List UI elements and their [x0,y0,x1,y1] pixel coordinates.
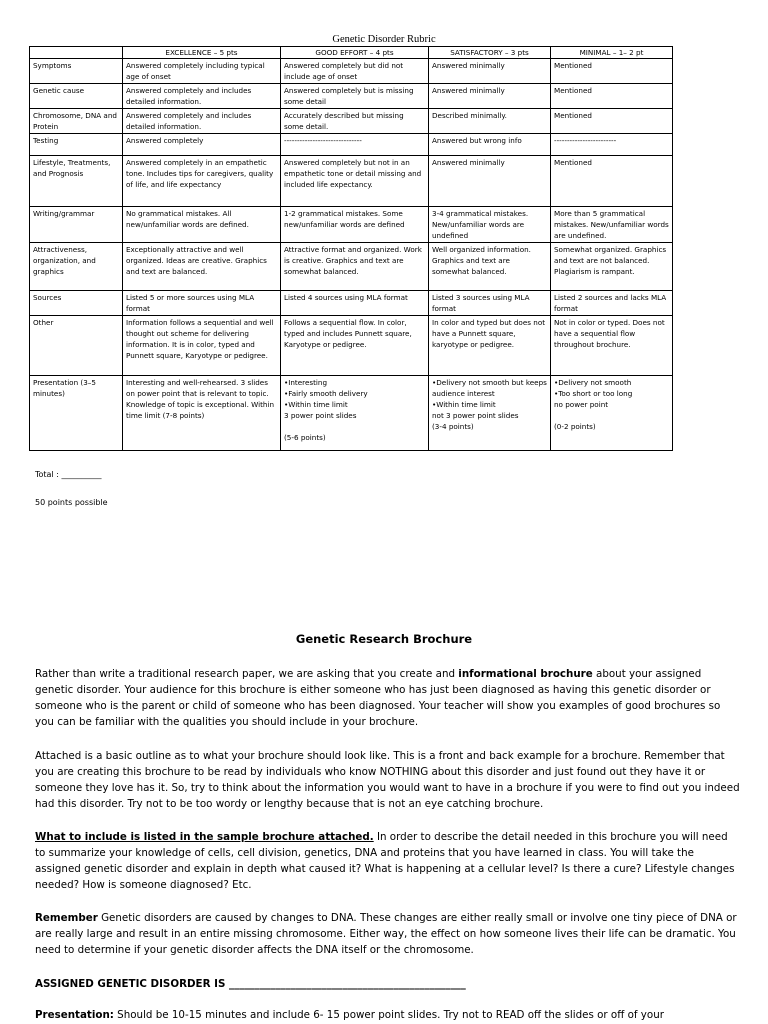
assigned-disorder-line: ASSIGNED GENETIC DISORDER IS ______________________________________________ [35,978,466,990]
rubric-cell: Described minimally. [429,109,551,134]
remember-text: Genetic disorders are caused by changes to DNA. These changes are either really small or involve one tiny piece of DNA or are really large and result in an entire missing chromosome. Either way, the effect on how someone lives their life can be dramatic. You need to determine if your genetic disorder affects the DNA itself or the chromosome. [35,912,737,956]
rubric-title: Genetic Disorder Rubric [332,34,436,45]
presentation-label: Presentation: [35,1009,114,1021]
rubric-cell: Not in color or typed. Does not have a sequential flow throughout brochure. [551,316,673,376]
rubric-cell: Answered but wrong info [429,134,551,156]
presentation-good-line: •Interesting [284,378,328,387]
outline-paragraph: Attached is a basic outline as to what your brochure should look like. This is a front and back example for a brochure. Remember that you are creating this brochure to be read by individuals who know NOTHING about this disorder and just found out they have it or someone they love has it. So, try to think about the information you would want to have in a brochure if you were to find out you indeed had this disorder. Try not to be too wordy or lengthy because that is not an eye catching brochure. [35,750,740,810]
rubric-cell: ------------------------ [551,134,673,156]
rubric-cell [429,376,551,451]
rubric-cell: Answered completely [123,134,281,156]
presentation-satisfactory-line: •Within time limit [432,400,496,409]
intro-text-a: Rather than write a traditional research paper, we are asking that you create and [35,668,459,680]
rubric-cell: 3-4 grammatical mistakes. New/unfamiliar words are undefined [429,207,551,243]
rubric-cell: Interesting and well-rehearsed. 3 slides on power point that is relevant to topic. Knowledge of topic is exceptional. Within time limit (7-8 points) [123,376,281,451]
rubric-cell: Exceptionally attractive and well organized. Ideas are creative. Graphics and text are balanced. [123,243,281,291]
rubric-row-testing [30,134,673,156]
rubric-cell: Answered completely and includes detailed information. [123,109,281,134]
criterion-label: Chromosome, DNA and Protein [30,109,123,134]
presentation-minimal-line: (0-2 points) [554,422,596,431]
rubric-cell: Answered minimally [429,59,551,84]
criterion-label: Writing/grammar [30,207,123,243]
presentation-minimal-line: •Delivery not smooth [554,378,632,387]
presentation-satisfactory-line: (3-4 points) [432,422,474,431]
rubric-cell: Attractive format and organized. Work is creative. Graphics and text are somewhat balanced. [281,243,429,291]
remember-label: Remember [35,912,98,924]
rubric-cell [281,376,429,451]
rubric-cell: Answered completely but is missing some detail [281,84,429,109]
points-possible: 50 points possible [35,498,108,507]
remember-paragraph [35,910,740,958]
criterion-label: Symptoms [30,59,123,84]
rubric-cell: Listed 2 sources and lacks MLA format [551,291,673,316]
intro-paragraph [35,666,740,730]
rubric-header-row [30,47,673,59]
rubric-row-lifestyle [30,156,673,207]
rubric-cell: Answered completely but did not include age of onset [281,59,429,84]
header-good-effort: GOOD EFFORT – 4 pts [281,47,429,59]
presentation-minimal-line: •Too short or too long [554,389,633,398]
intro-bold: informational brochure [458,668,593,680]
rubric-cell: Listed 3 sources using MLA format [429,291,551,316]
rubric-row-sources [30,291,673,316]
rubric-row-chromosome [30,109,673,134]
rubric-cell: 1-2 grammatical mistakes. Some new/unfamiliar words are defined [281,207,429,243]
header-excellence: EXCELLENCE – 5 pts [123,47,281,59]
rubric-cell: Answered completely and includes detailed information. [123,84,281,109]
rubric-cell: Follows a sequential flow. In color, typed and includes Punnett square, Karyotype or pedigree. [281,316,429,376]
rubric-cell: Mentioned [551,109,673,134]
header-satisfactory: SATISFACTORY – 3 pts [429,47,551,59]
include-paragraph [35,829,740,893]
header-minimal: MINIMAL – 1– 2 pt [551,47,673,59]
presentation-good-line: (5-6 points) [284,433,326,442]
rubric-cell: Listed 4 sources using MLA format [281,291,429,316]
include-heading: What to include is listed in the sample brochure attached. [35,831,374,843]
rubric-cell: Answered completely in an empathetic tone. Includes tips for caregivers, quality of life, and life expectancy [123,156,281,207]
rubric-cell [551,376,673,451]
rubric-cell: In color and typed but does not have a Punnett square, karyotype or pedigree. [429,316,551,376]
rubric-cell: ------------------------------ [281,134,429,156]
rubric-cell: Answered completely including typical age of onset [123,59,281,84]
rubric-row-symptoms [30,59,673,84]
rubric-row-genetic-cause [30,84,673,109]
rubric-cell: Answered minimally [429,84,551,109]
rubric-row-attractiveness [30,243,673,291]
rubric-cell: Somewhat organized. Graphics and text are not balanced. Plagiarism is rampant. [551,243,673,291]
rubric-cell: No grammatical mistakes. All new/unfamiliar words are defined. [123,207,281,243]
presentation-satisfactory-line: not 3 power point slides [432,411,519,420]
presentation-good-line [284,421,425,432]
rubric-cell: Listed 5 or more sources using MLA format [123,291,281,316]
include-text: In order to describe the detail needed in this brochure you will need to summarize your knowledge of cells, cell division, genetics, DNA and proteins that you have learned in class. You will take the assigned genetic disorder and explain in depth what caused it? What is happening at a cellular level? Is there a cure? Lifestyle changes needed? How is someone diagnosed? Etc. [35,831,735,891]
rubric-cell: Accurately described but missing some detail. [281,109,429,134]
criterion-label: Presentation (3–5 minutes) [30,376,123,451]
rubric-cell: Mentioned [551,156,673,207]
rubric-cell: Mentioned [551,84,673,109]
rubric-cell: Answered completely but not in an empathetic tone or detail missing and included life expectancy. [281,156,429,207]
rubric-cell: More than 5 grammatical mistakes. New/unfamiliar words are undefined. [551,207,673,243]
rubric-cell: Mentioned [551,59,673,84]
rubric-cell: Information follows a sequential and well thought out scheme for delivering information. It is in color, typed and Punnett square, Karyotype or pedigree. [123,316,281,376]
total-label: Total : __________ [35,470,102,479]
brochure-title: Genetic Research Brochure [295,632,473,646]
criterion-label: Attractiveness, organization, and graphics [30,243,123,291]
criterion-label: Other [30,316,123,376]
presentation-text: Should be 10-15 minutes and include 6- 15 power point slides. Try not to READ off the slides or off of your [113,1009,664,1021]
rubric-cell: Well organized information. Graphics and text are somewhat balanced. [429,243,551,291]
presentation-good-line: •Fairly smooth delivery [284,389,368,398]
header-blank [30,47,123,59]
presentation-satisfactory-line: •Delivery not smooth but keeps audience interest [432,378,547,398]
rubric-row-presentation [30,376,673,451]
presentation-paragraph [35,1007,740,1023]
presentation-good-line: •Within time limit [284,400,348,409]
criterion-label: Lifestyle, Treatments, and Prognosis [30,156,123,207]
rubric-cell: Answered minimally [429,156,551,207]
criterion-label: Testing [30,134,123,156]
rubric-table [29,46,673,451]
intro-text-b: about your assigned genetic disorder. Your audience for this brochure is either someone who has just been diagnosed as having this genetic disorder or someone who is the parent or child of someone who has been diagnosed. Your teacher will show you examples of good brochures so you can be familiar with the qualities you should include in your brochure. [35,668,721,728]
presentation-good-line: 3 power point slides [284,411,357,420]
presentation-minimal-line: no power point [554,400,609,409]
presentation-minimal-line [554,410,669,421]
criterion-label: Sources [30,291,123,316]
rubric-row-other [30,316,673,376]
criterion-label: Genetic cause [30,84,123,109]
rubric-row-writing [30,207,673,243]
